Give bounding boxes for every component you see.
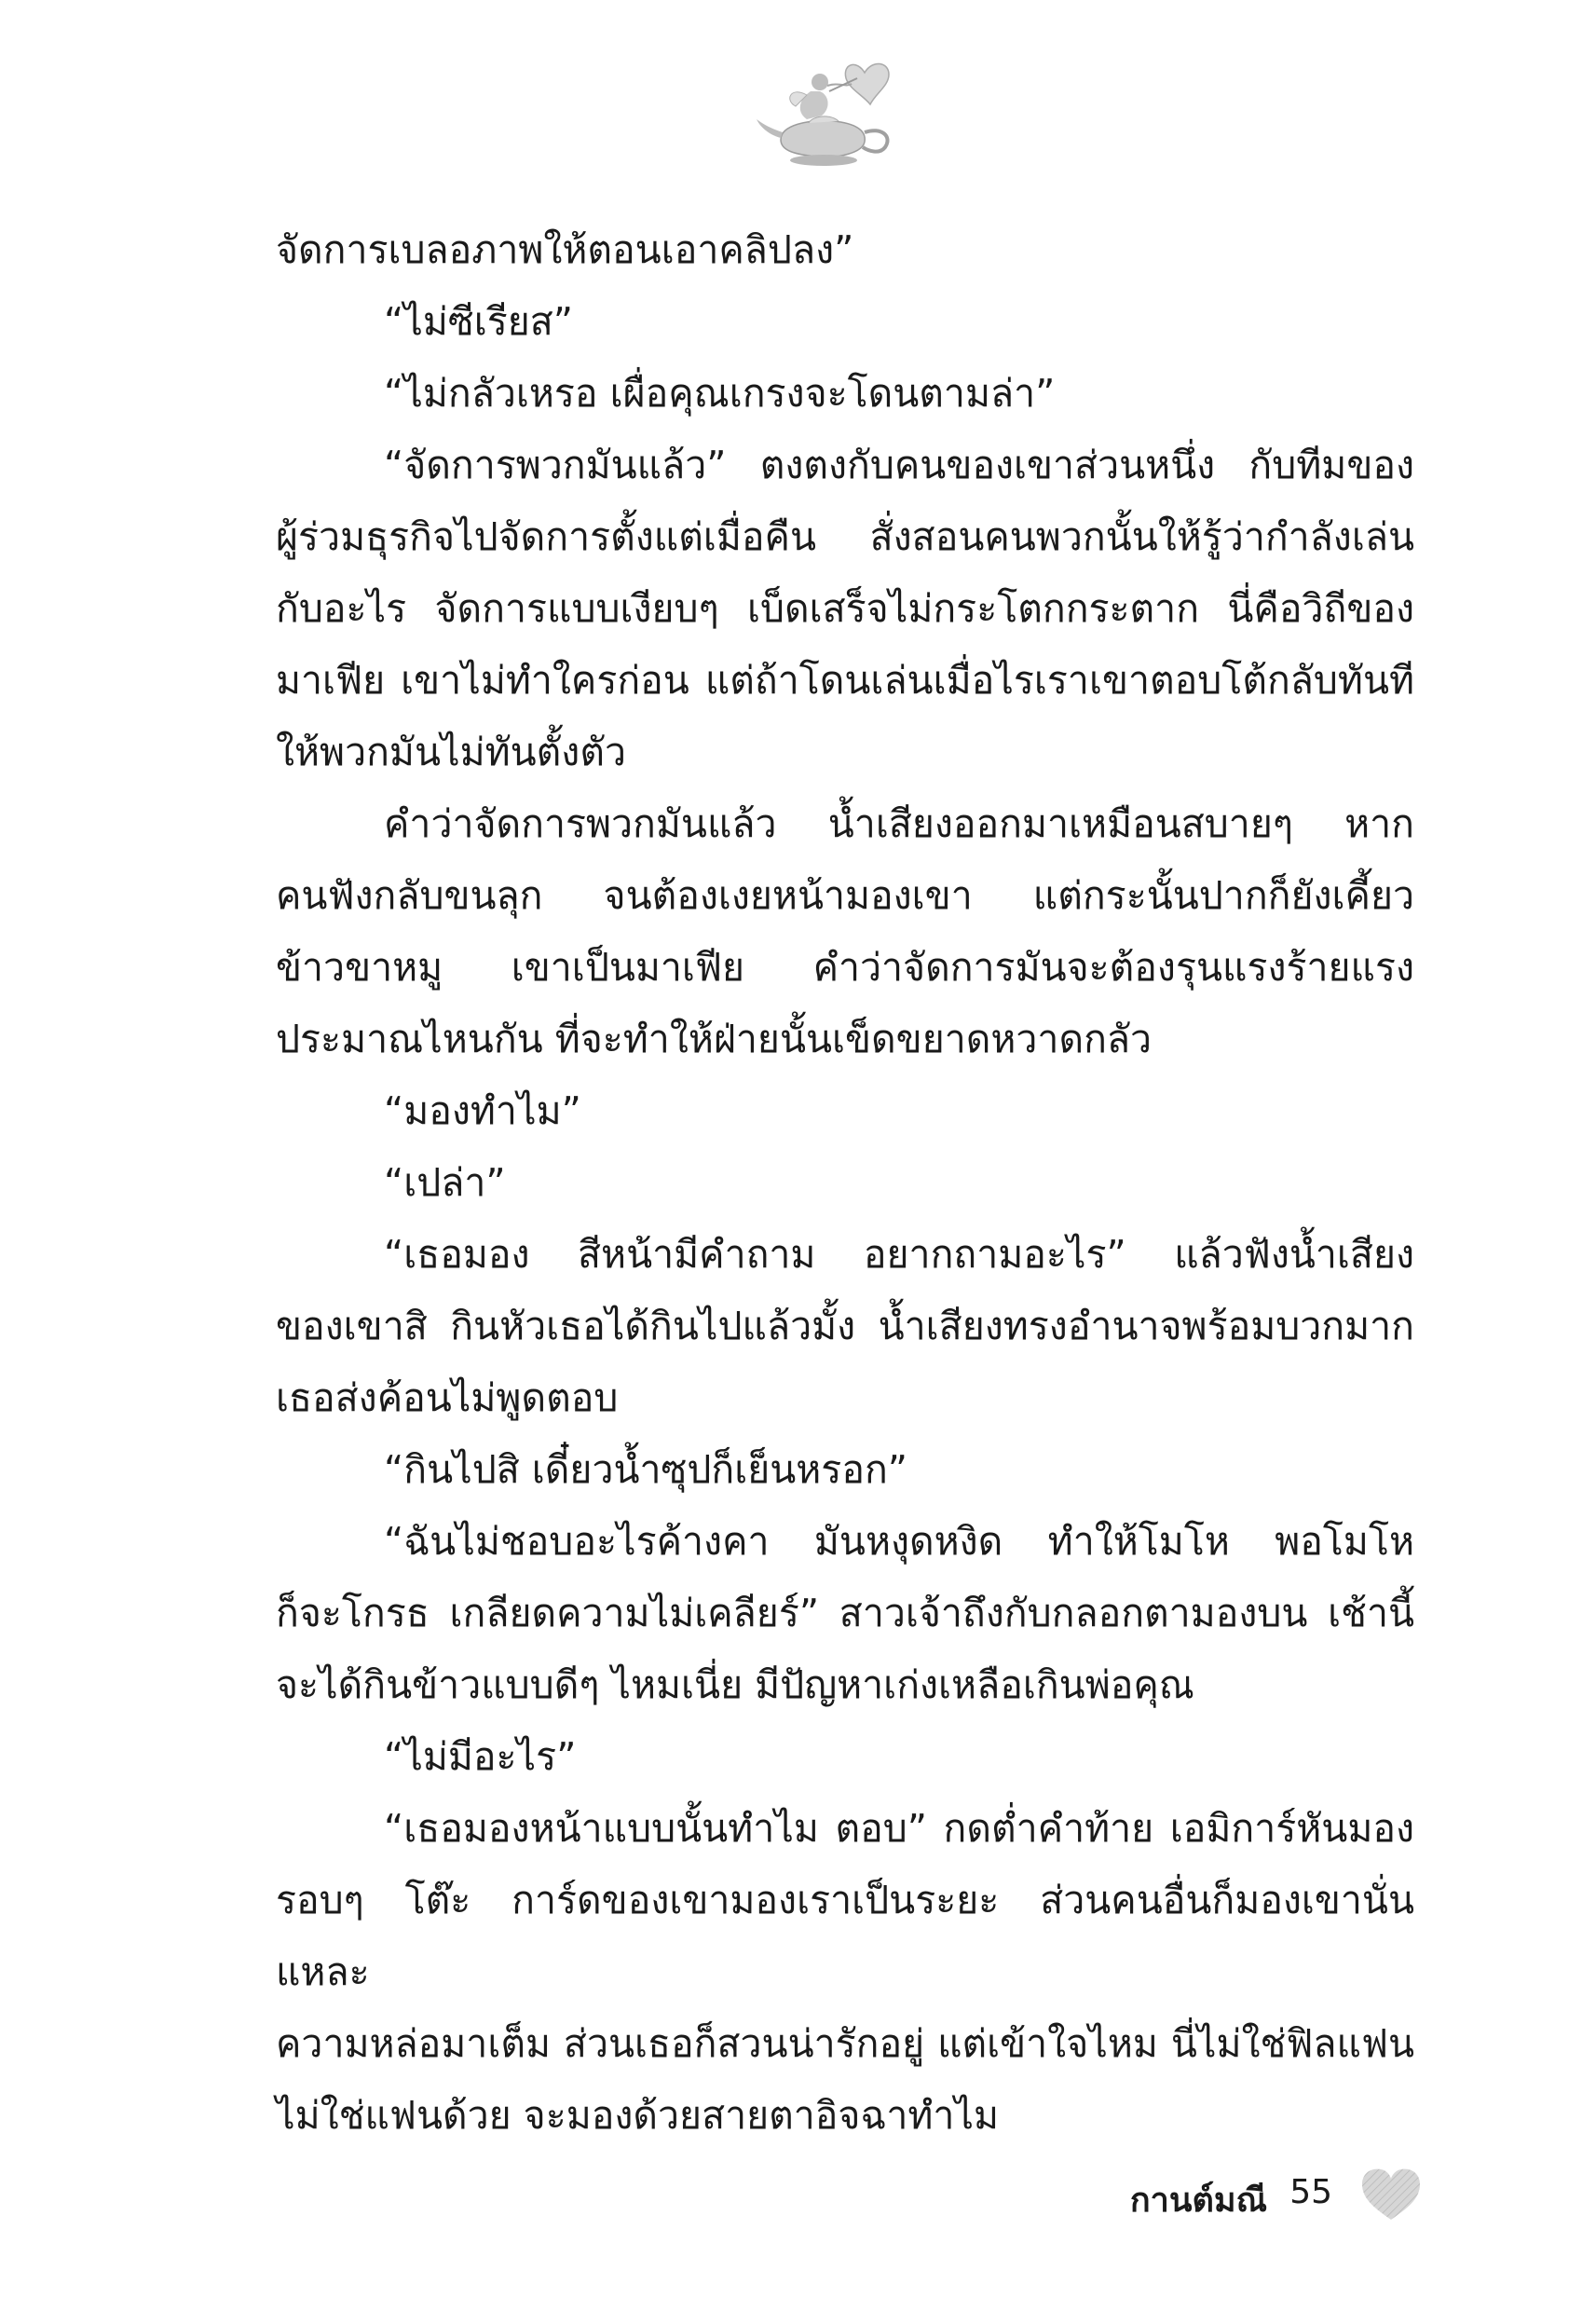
text-line: “จัดการพวกมันแล้ว” ตงตงกับคนของเขาส่วนหนึ่ง กับทีมของ	[384, 443, 1414, 487]
text-line: “เธอมอง สีหน้ามีคำถาม อยากถามอะไร” แล้วฟังน้ำเสียง	[384, 1232, 1414, 1277]
text-line: กับอะไร จัดการแบบเงียบๆ เบ็ดเสร็จไม่กระโตกกระตาก นี่คือวิถีของ	[276, 586, 1414, 631]
text-line: ของเขาสิ กินหัวเธอได้กินไปแล้วมั้ง น้ำเสียงทรงอำนาจพร้อมบวกมาก	[276, 1304, 1414, 1348]
text-line: ข้าวขาหมู เขาเป็นมาเฟีย คำว่าจัดการมันจะต้องรุนแรงร้ายแรง	[276, 945, 1414, 990]
text-line: “ฉันไม่ชอบอะไรค้างคา มันหงุดหงิด ทำให้โมโห พอโมโห	[384, 1519, 1414, 1564]
body-text	[276, 214, 1414, 2152]
text-line: ผู้ร่วมธุรกิจไปจัดการตั้งแต่เมื่อคืน สั่งสอนคนพวกนั้นให้รู้ว่ากำลังเล่น	[276, 514, 1414, 559]
text-line: “ไม่มีอะไร”	[384, 1734, 577, 1779]
text-line: “มองทำไม”	[384, 1088, 581, 1133]
text-line: ไม่ใช่แฟนด้วย จะมองด้วยสายตาอิจฉาทำไม	[276, 2093, 1000, 2138]
text-line: ความหล่อมาเต็ม ส่วนเธอก็สวนน่ารักอยู่ แต่เข้าใจไหม นี่ไม่ใช่ฟิลแฟน	[276, 2021, 1414, 2066]
text-line: คนฟังกลับขนลุก จนต้องเงยหน้ามองเขา แต่กระนั้นปากก็ยังเคี้ยว	[276, 873, 1414, 918]
page-footer	[1099, 2162, 1435, 2227]
text-line: มาเฟีย เขาไม่ทำใครก่อน แต่ถ้าโดนเล่นเมื่อไรเราเขาตอบโต้กลับทันที	[276, 658, 1414, 703]
text-line: ประมาณไหนกัน ที่จะทำให้ฝ่ายนั้นเข็ดขยาดหวาดกลัว	[276, 1017, 1153, 1061]
text-line: “ไม่ซีเรียส”	[384, 299, 574, 344]
text-line: ก็จะโกรธ เกลียดความไม่เคลียร์” สาวเจ้าถึงกับกลอกตามองบน เช้านี้	[276, 1591, 1414, 1635]
text-line: “เปล่า”	[384, 1160, 506, 1205]
cupid-teapot-icon	[753, 54, 911, 175]
text-line: จัดการเบลอภาพให้ตอนเอาคลิปลง”	[276, 227, 854, 272]
text-line: จะได้กินข้าวแบบดีๆ ไหมเนี่ย มีปัญหาเก่งเหลือเกินพ่อคุณ	[276, 1662, 1194, 1707]
page-number: 55	[1289, 2173, 1332, 2211]
text-line: คำว่าจัดการพวกมันแล้ว น้ำเสียงออกมาเหมือนสบายๆ หาก	[384, 801, 1414, 846]
text-line: รอบๆ โต๊ะ การ์ดของเขามองเราเป็นระยะ ส่วนคนอื่นก็มองเขานั่นแหละ	[276, 1878, 1414, 1994]
text-line: ให้พวกมันไม่ทันตั้งตัว	[276, 730, 626, 774]
text-line: “กินไปสิ เดี๋ยวน้ำซุปก็เย็นหรอก”	[384, 1447, 908, 1492]
text-line: “ไม่กลัวเหรอ เผื่อคุณเกรงจะโดนตามล่า”	[384, 371, 1056, 416]
text-line: “เธอมองหน้าแบบนั้นทำไม ตอบ” กดต่ำคำท้าย เอมิการ์หันมอง	[384, 1806, 1414, 1851]
text-line: เธอส่งค้อนไม่พูดตอบ	[276, 1375, 619, 1420]
author-name: กานต์มณี	[1129, 2181, 1267, 2220]
heart-icon	[1358, 2166, 1424, 2223]
